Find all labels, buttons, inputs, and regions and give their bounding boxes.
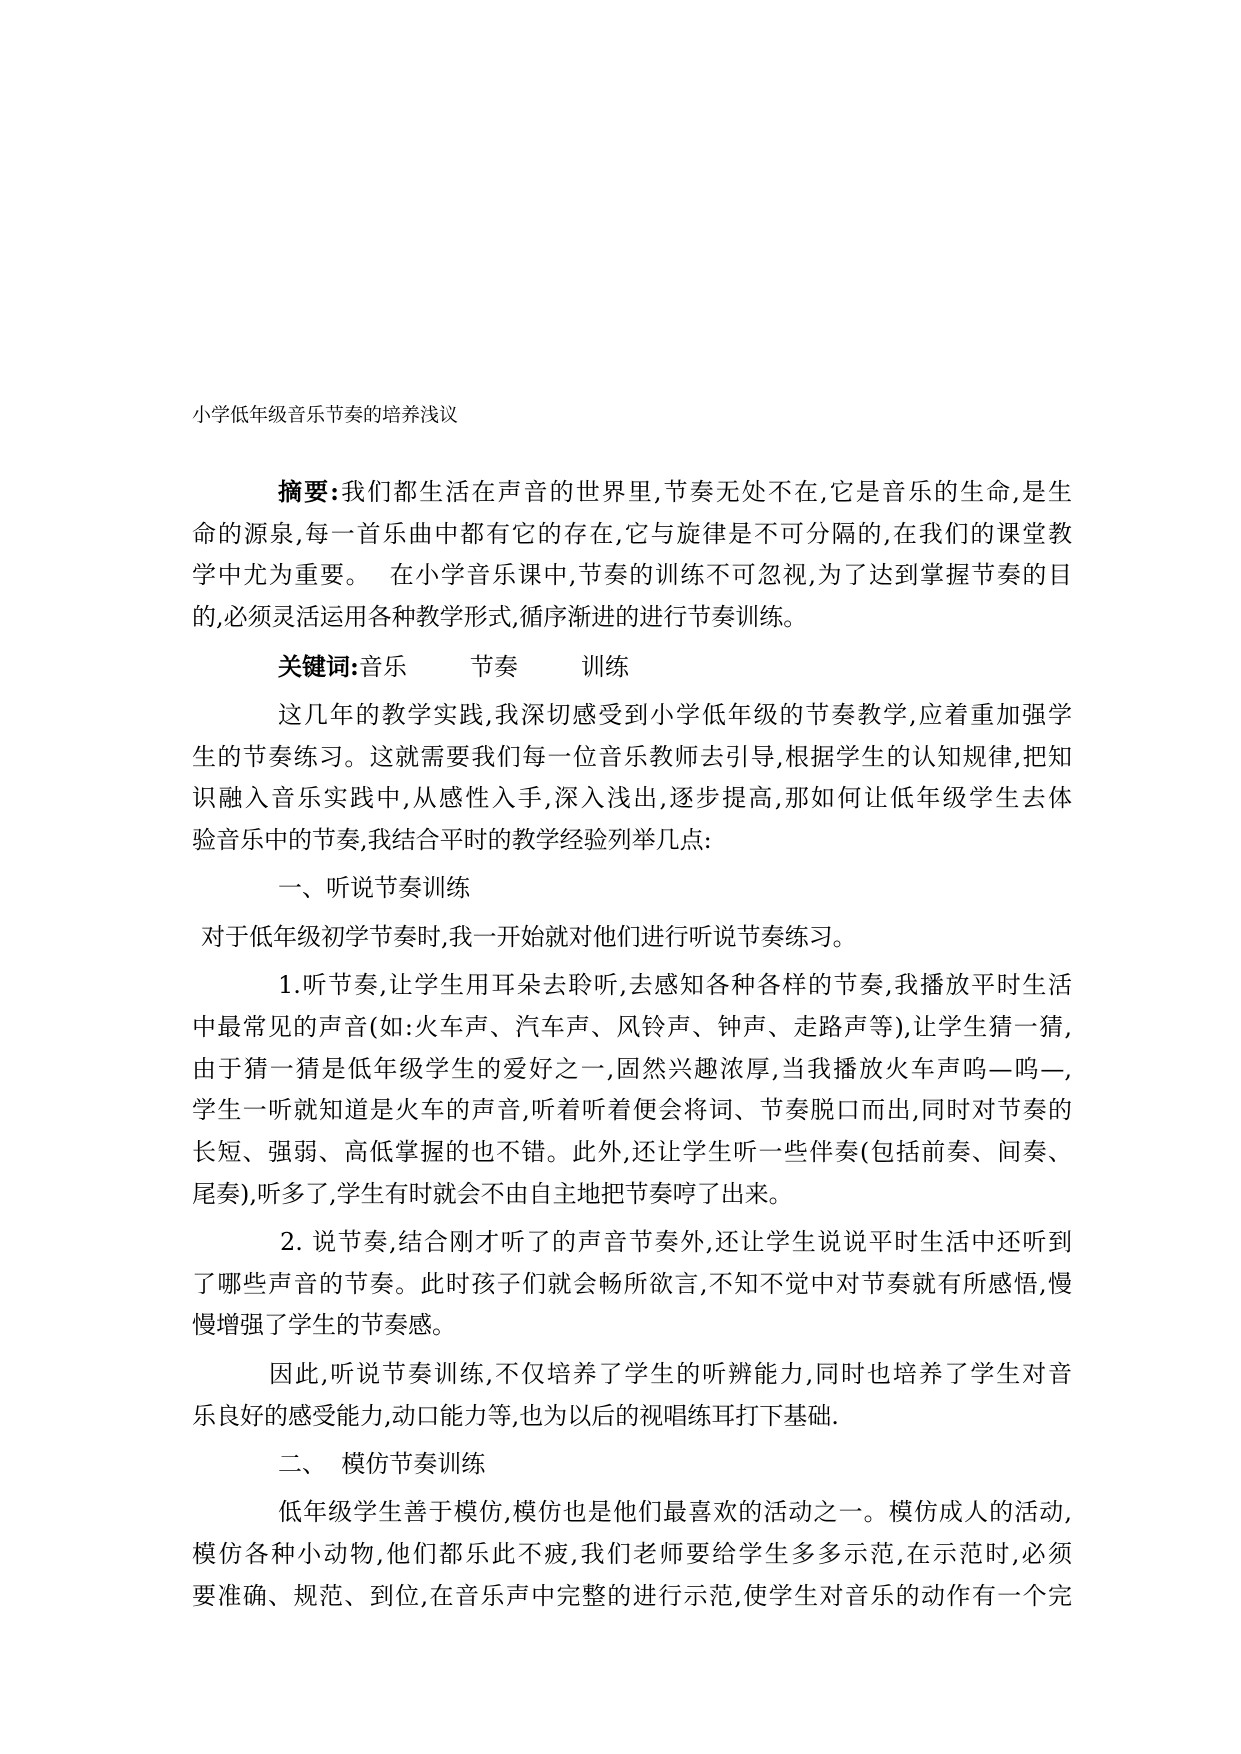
paragraph-line: 2. 说节奏,结合刚才听了的声音节奏外,还让学生说说平时生活中还听到 <box>280 1228 1072 1257</box>
abstract-line <box>192 471 1072 514</box>
paragraph-line: 对于低年级初学节奏时,我一开始就对他们进行听说节奏练习。 <box>201 922 857 951</box>
abstract-line: 学中尤为重要。 在小学音乐课中,节奏的训练不可忽视,为了达到掌握节奏的目 <box>192 561 1072 590</box>
paragraph-line: 识融入音乐实践中,从感性入手,深入浅出,逐步提高,那如何让低年级学生去体 <box>192 784 1072 813</box>
section-heading <box>192 1444 1072 1486</box>
keywords-paragraph <box>192 646 1072 689</box>
abstract-label: 摘要: <box>278 477 339 506</box>
keyword: 训练 <box>580 652 629 681</box>
abstract-line: 命的源泉,每一首乐曲中都有它的存在,它与旋律是不可分隔的,在我们的课堂教 <box>192 519 1072 548</box>
keywords-line <box>192 646 1072 689</box>
paragraph-line: 验音乐中的节奏,我结合平时的教学经验列举几点: <box>192 826 712 854</box>
section-heading <box>192 868 1072 910</box>
abstract-text: 我们都生活在声音的世界里,节奏无处不在,它是音乐的生命,是生 <box>339 478 1072 506</box>
paragraph-line: 学生一听就知道是火车的声音,听着听着便会将词、节奏脱口而出,同时对节奏的 <box>192 1096 1072 1125</box>
keyword: 音乐 <box>358 652 407 681</box>
paragraph-line: 低年级学生善于模仿,模仿也是他们最喜欢的活动之一。模仿成人的活动, <box>278 1498 1072 1527</box>
document-body <box>192 471 1072 1617</box>
paragraph-line: 要准确、规范、到位,在音乐声中完整的进行示范,使学生对音乐的动作有一个完 <box>192 1581 1072 1610</box>
paragraph-line: 慢增强了学生的节奏感。 <box>192 1311 456 1340</box>
section-1-item-1 <box>192 965 1072 1215</box>
abstract-line: 的,必须灵活运用各种教学形式,循序渐进的进行节奏训练。 <box>192 603 808 632</box>
keyword: 节奏 <box>469 652 518 681</box>
paragraph-line: 乐良好的感受能力,动口能力等,也为以后的视唱练耳打下基础. <box>192 1401 839 1430</box>
section-2-paragraph <box>192 1492 1072 1617</box>
document-title: 小学低年级音乐节奏的培养浅议 <box>192 404 459 426</box>
paragraph-line: 模仿各种小动物,他们都乐此不疲,我们老师要给学生多多示范,在示范时,必须 <box>192 1540 1072 1569</box>
section-2-heading: 二、 模仿节奏训练 <box>278 1449 486 1478</box>
paragraph-line: 长短、强弱、高低掌握的也不错。此外,还让学生听一些伴奏(包括前奏、间奏、 <box>192 1137 1072 1166</box>
paragraph-line: 中最常见的声音(如:火车声、汽车声、风铃声、钟声、走路声等),让学生猜一猜, <box>192 1012 1072 1041</box>
abstract-paragraph <box>192 471 1072 639</box>
section-1-heading: 一、听说节奏训练 <box>278 874 470 903</box>
paragraph-line: 尾奏),听多了,学生有时就会不由自主地把节奏哼了出来。 <box>192 1179 793 1208</box>
section-1-lead <box>192 917 1072 959</box>
keywords-label: 关键词: <box>278 651 359 681</box>
section-1-summary <box>192 1354 1072 1437</box>
paragraph-line: 因此,听说节奏训练,不仅培养了学生的听辨能力,同时也培养了学生对音 <box>269 1359 1072 1388</box>
paragraph-line: 由于猜一猜是低年级学生的爱好之一,固然兴趣浓厚,当我播放火车声呜—呜—, <box>192 1054 1072 1083</box>
paragraph-line: 这几年的教学实践,我深切感受到小学低年级的节奏教学,应着重加强学 <box>278 700 1072 729</box>
intro-paragraph <box>192 695 1072 862</box>
paragraph-line: 生的节奏练习。这就需要我们每一位音乐教师去引导,根据学生的认知规律,把知 <box>192 742 1072 771</box>
section-1-item-2 <box>192 1222 1072 1347</box>
paragraph-line: 了哪些声音的节奏。此时孩子们就会畅所欲言,不知不觉中对节奏就有所感悟,慢 <box>192 1269 1072 1298</box>
paragraph-line: 1.听节奏,让学生用耳朵去聆听,去感知各种各样的节奏,我播放平时生活 <box>278 971 1072 1000</box>
